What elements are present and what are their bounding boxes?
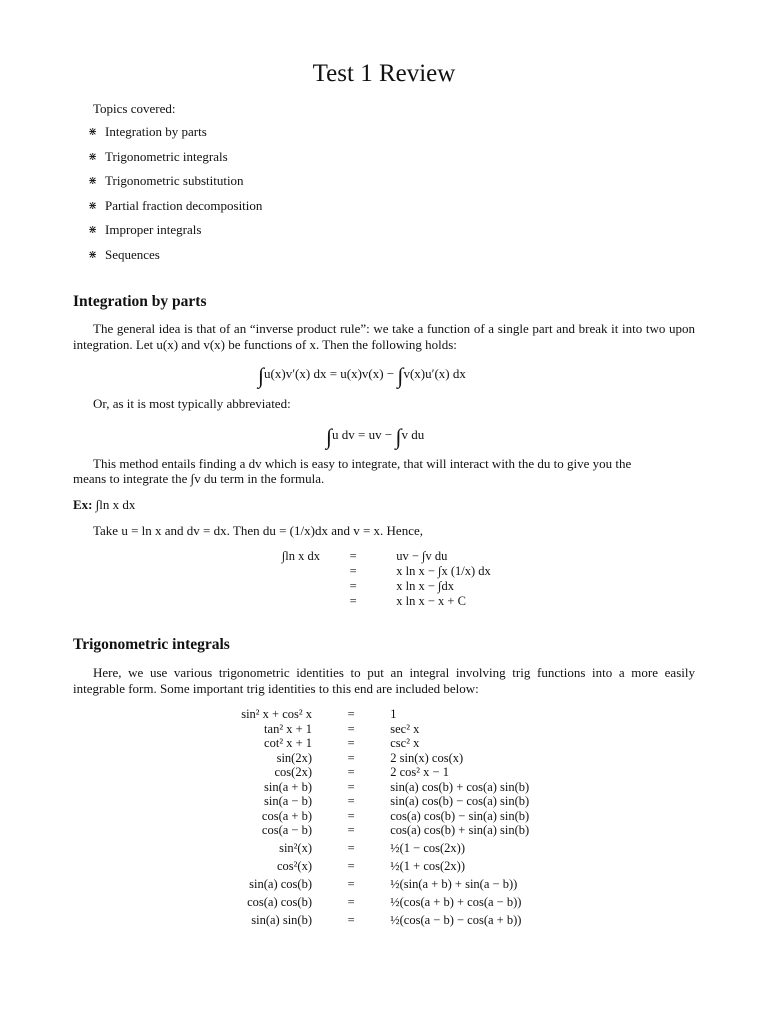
identity-row: sin²(x) = ½(1 − cos(2x)) [279,841,465,855]
list-item: Partial fraction decomposition [105,198,263,213]
identity-row: sin² x + cos² x = 1 [241,707,397,721]
identity-row: sin(a) sin(b) = ½(cos(a − b) − cos(a + b)) [251,913,522,927]
identity-row: tan² x + 1 = sec² x [264,722,420,736]
example-label: Ex: [73,497,93,512]
bullet-icon: ⋇ [88,150,98,163]
bullet-icon: ⋇ [88,199,98,212]
identity-row: cot² x + 1 = csc² x [264,736,420,750]
formula-integration-by-parts: ∫u(x)v′(x) dx = u(x)v(x) − ∫v(x)u′(x) dx [258,363,466,388]
identity-row: cos(2x) = 2 cos² x − 1 [274,765,449,779]
list-item: Trigonometric integrals [105,149,228,164]
step-row: = x ln x − ∫x (1/x) dx [349,564,491,578]
bullet-icon: ⋇ [88,125,98,138]
step-row: ∫ln x dx = uv − ∫v du [281,549,448,563]
page-title: Test 1 Review [312,60,456,87]
list-item: Integration by parts [105,124,207,139]
bullet-icon: ⋇ [88,174,98,187]
paragraph: Take u = ln x and dv = dx. Then du = (1/x)dx and v = x. Hence, [93,523,423,538]
identity-row: cos(a + b) = cos(a) cos(b) − sin(a) sin(b) [261,809,530,823]
formula-abbreviated: ∫u dv = uv − ∫v du [326,424,425,449]
list-item: Sequences [105,247,160,262]
identity-row: sin(a) cos(b) = ½(sin(a + b) + sin(a − b)) [249,877,518,891]
section-heading-trigonometric-integrals: Trigonometric integrals [73,636,230,653]
example-integral: ∫ln x dx [95,497,136,512]
list-item: Improper integrals [105,222,202,237]
integral-sign-icon: ∫ [397,363,404,388]
example [73,497,135,513]
paragraph: Or, as it is most typically abbreviated: [93,396,291,411]
integral-sign-icon: ∫ [326,424,333,449]
paragraph: Here, we use various trigonometric identities to put an integral involving trig functions into a more easily integrable form. Some important trig identities to this end are included below: [73,665,695,696]
section-heading-integration-by-parts: Integration by parts [73,293,207,310]
step-row: = x ln x − ∫dx [349,579,454,593]
bullet-icon: ⋇ [88,223,98,236]
bullet-icon: ⋇ [88,248,98,261]
list-item: Trigonometric substitution [105,173,244,188]
identity-row: cos(a) cos(b) = ½(cos(a + b) + cos(a − b)) [247,895,522,909]
identity-row: cos²(x) = ½(1 + cos(2x)) [277,859,465,873]
identity-row: sin(a − b) = sin(a) cos(b) − cos(a) sin(b) [263,794,530,808]
integral-sign-icon: ∫ [395,424,402,449]
integral-sign-icon: ∫ [258,363,265,388]
step-row: = x ln x − x + C [349,594,466,608]
paragraph: The general idea is that of an “inverse product rule”: we take a function of a single part and break it into two upon integration. Let u(x) and v(x) be functions of x. Then the following holds: [73,321,695,352]
identity-row: sin(a + b) = sin(a) cos(b) + cos(a) sin(b) [263,780,530,794]
paragraph: This method entails finding a dv which is easy to integrate, that will interact with the du to give you the [93,456,632,471]
identity-row: cos(a − b) = cos(a) cos(b) + sin(a) sin(b) [261,823,530,837]
topics-intro: Topics covered: [93,101,176,116]
identity-row: sin(2x) = 2 sin(x) cos(x) [276,751,464,765]
paragraph: means to integrate the ∫v du term in the formula. [73,471,325,486]
